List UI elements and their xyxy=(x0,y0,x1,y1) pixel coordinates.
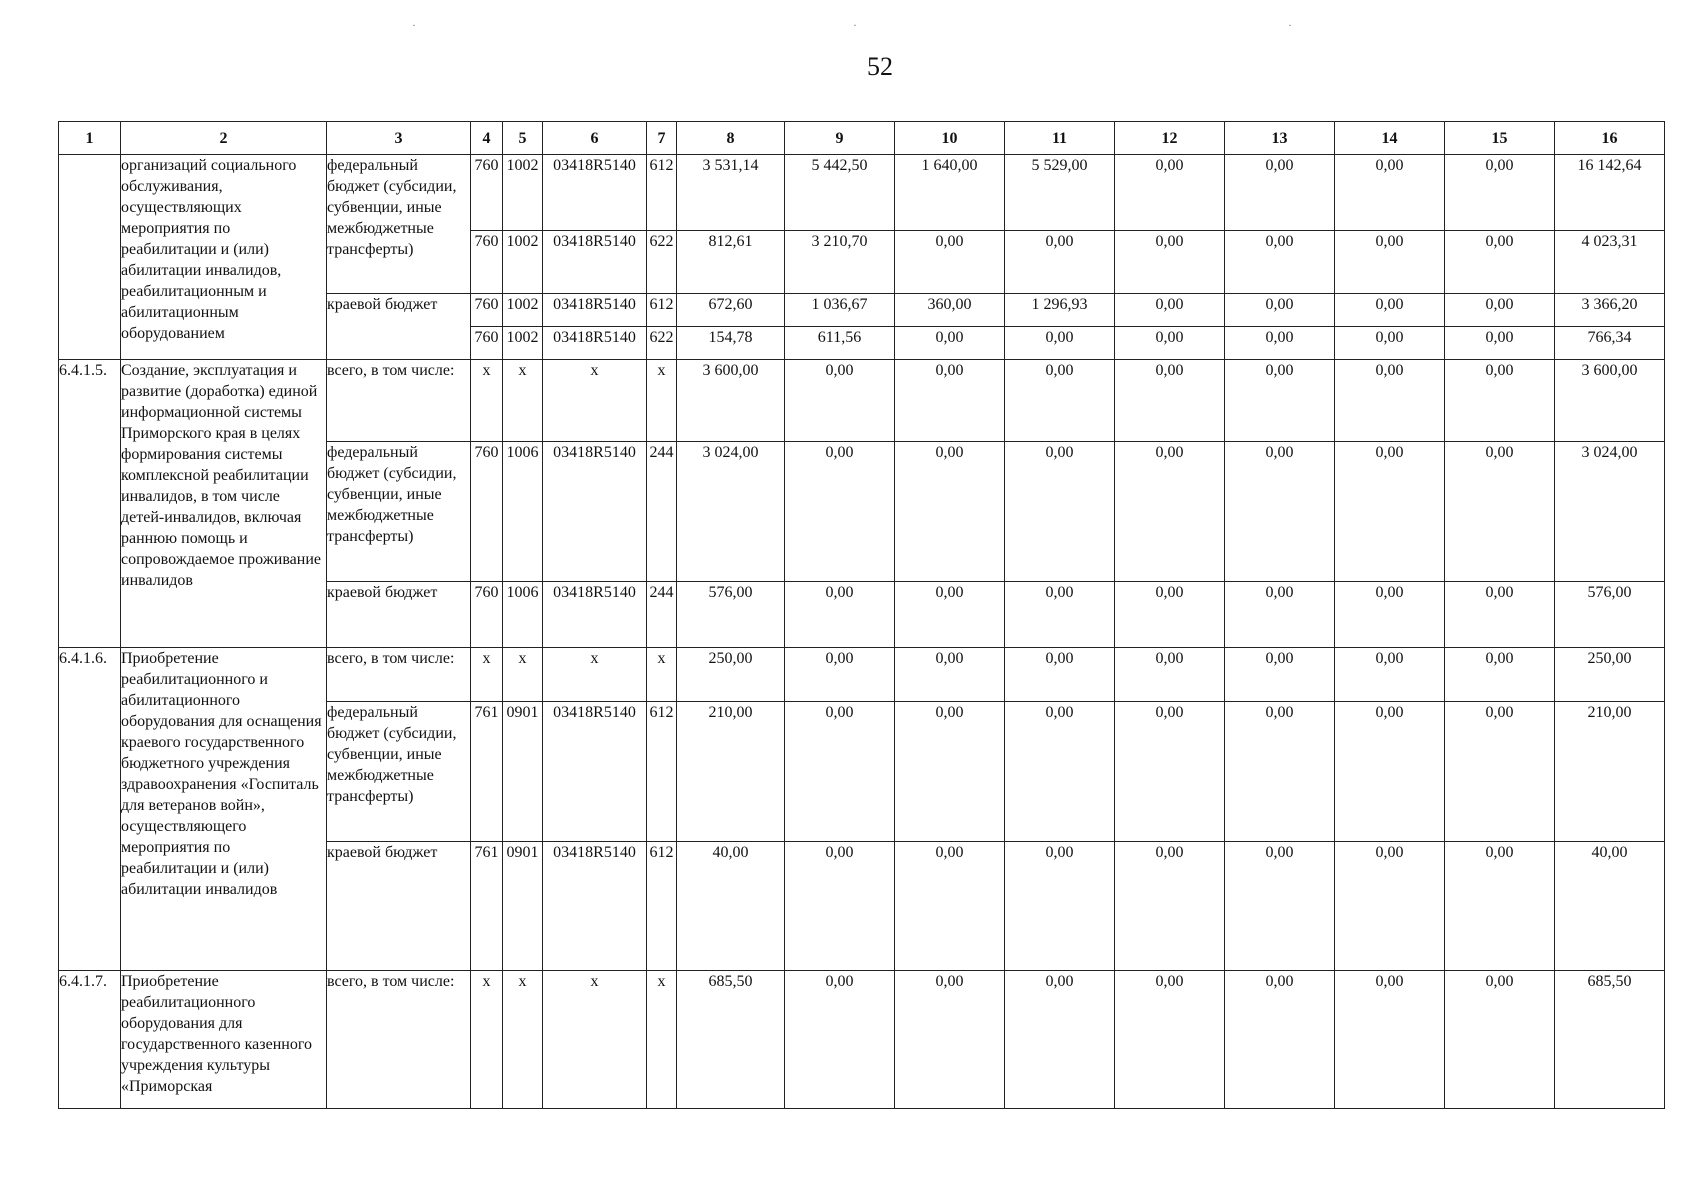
total-cell: 40,00 xyxy=(1555,842,1665,971)
total-cell: 766,34 xyxy=(1555,327,1665,360)
amount-cell: 0,00 xyxy=(895,582,1005,648)
header-cell: 3 xyxy=(327,122,471,155)
amount-cell: 0,00 xyxy=(1335,842,1445,971)
amount-cell: 0,00 xyxy=(1445,360,1555,442)
funding-source-cell: всего, в том числе: xyxy=(327,971,471,1109)
table-row xyxy=(59,648,1665,702)
table-row xyxy=(59,360,1665,442)
amount-cell: 0,00 xyxy=(1445,442,1555,582)
funding-source-cell: краевой бюджет xyxy=(327,582,471,648)
code-cell: 612 xyxy=(647,155,677,231)
code-cell: 0901 xyxy=(503,702,543,842)
code-cell: 03418R5140 xyxy=(543,327,647,360)
total-cell: 16 142,64 xyxy=(1555,155,1665,231)
amount-cell: 5 442,50 xyxy=(785,155,895,231)
amount-cell: 0,00 xyxy=(1115,442,1225,582)
amount-cell: 576,00 xyxy=(677,582,785,648)
amount-cell: 0,00 xyxy=(1335,442,1445,582)
amount-cell: 0,00 xyxy=(1005,442,1115,582)
amount-cell: 0,00 xyxy=(1005,327,1115,360)
amount-cell: 0,00 xyxy=(1335,155,1445,231)
header-cell: 6 xyxy=(543,122,647,155)
amount-cell: 812,61 xyxy=(677,231,785,294)
code-cell: х xyxy=(471,648,503,702)
amount-cell: 0,00 xyxy=(1115,294,1225,327)
funding-source-cell: краевой бюджет xyxy=(327,842,471,971)
amount-cell: 0,00 xyxy=(1225,360,1335,442)
amount-cell: 0,00 xyxy=(1115,702,1225,842)
amount-cell: 1 640,00 xyxy=(895,155,1005,231)
amount-cell: 360,00 xyxy=(895,294,1005,327)
code-cell: 622 xyxy=(647,231,677,294)
amount-cell: 0,00 xyxy=(1115,155,1225,231)
amount-cell: 0,00 xyxy=(1445,842,1555,971)
amount-cell: 0,00 xyxy=(1005,842,1115,971)
amount-cell: 0,00 xyxy=(1445,327,1555,360)
code-cell: 760 xyxy=(471,327,503,360)
amount-cell: 0,00 xyxy=(895,231,1005,294)
code-cell: 622 xyxy=(647,327,677,360)
scan-dot: · xyxy=(1288,18,1292,32)
amount-cell: 3 024,00 xyxy=(677,442,785,582)
amount-cell: 0,00 xyxy=(895,702,1005,842)
total-cell: 4 023,31 xyxy=(1555,231,1665,294)
code-cell: х xyxy=(647,971,677,1109)
description-cell: Создание, эксплуатация и развитие (доработка) единой информационной системы Приморского края в целях формирования системы комплексной реабилитации инвалидов, в том числе детей-инвалидов, включая раннюю помощь и сопровождаемое проживание инвалидов xyxy=(121,360,327,648)
code-cell: 03418R5140 xyxy=(543,702,647,842)
code-cell: 760 xyxy=(471,442,503,582)
amount-cell: 0,00 xyxy=(895,842,1005,971)
code-cell: 244 xyxy=(647,442,677,582)
header-cell: 4 xyxy=(471,122,503,155)
code-cell: х xyxy=(647,360,677,442)
amount-cell: 0,00 xyxy=(1335,971,1445,1109)
amount-cell: 685,50 xyxy=(677,971,785,1109)
header-cell: 15 xyxy=(1445,122,1555,155)
amount-cell: 40,00 xyxy=(677,842,785,971)
amount-cell: 0,00 xyxy=(785,702,895,842)
header-row xyxy=(59,122,1665,155)
amount-cell: 672,60 xyxy=(677,294,785,327)
description-cell: организаций социального обслуживания, осуществляющих мероприятия по реабилитации и (или) абилитации инвалидов, реабилитационным и абилитационным оборудованием xyxy=(121,155,327,360)
amount-cell: 0,00 xyxy=(895,971,1005,1109)
funding-source-cell: федеральный бюджет (субсидии, субвенции, иные межбюджетные трансферты) xyxy=(327,702,471,842)
amount-cell: 3 600,00 xyxy=(677,360,785,442)
code-cell: 03418R5140 xyxy=(543,842,647,971)
index-cell: 6.4.1.6. xyxy=(59,648,121,971)
amount-cell: 3 210,70 xyxy=(785,231,895,294)
amount-cell: 0,00 xyxy=(895,360,1005,442)
code-cell: 1002 xyxy=(503,294,543,327)
amount-cell: 3 531,14 xyxy=(677,155,785,231)
amount-cell: 0,00 xyxy=(1005,702,1115,842)
code-cell: х xyxy=(503,648,543,702)
amount-cell: 0,00 xyxy=(1005,971,1115,1109)
header-cell: 8 xyxy=(677,122,785,155)
amount-cell: 0,00 xyxy=(1115,231,1225,294)
amount-cell: 0,00 xyxy=(1445,294,1555,327)
amount-cell: 0,00 xyxy=(895,648,1005,702)
code-cell: 03418R5140 xyxy=(543,231,647,294)
amount-cell: 0,00 xyxy=(1225,327,1335,360)
header-cell: 7 xyxy=(647,122,677,155)
amount-cell: 0,00 xyxy=(1115,648,1225,702)
header-cell: 11 xyxy=(1005,122,1115,155)
total-cell: 3 024,00 xyxy=(1555,442,1665,582)
amount-cell: 0,00 xyxy=(895,442,1005,582)
table-row xyxy=(59,155,1665,231)
funding-source-cell: федеральный бюджет (субсидии, субвенции, иные межбюджетные трансферты) xyxy=(327,442,471,582)
amount-cell: 0,00 xyxy=(1225,582,1335,648)
code-cell: 760 xyxy=(471,155,503,231)
header-cell: 1 xyxy=(59,122,121,155)
description-cell: Приобретение реабилитационного и абилитационного оборудования для оснащения краевого государственного бюджетного учреждения здравоохранения «Госпиталь для ветеранов войн», осуществляющего мероприятия по реабилитации и (или) абилитации инвалидов xyxy=(121,648,327,971)
amount-cell: 0,00 xyxy=(1445,155,1555,231)
total-cell: 3 600,00 xyxy=(1555,360,1665,442)
amount-cell: 0,00 xyxy=(1225,294,1335,327)
code-cell: 03418R5140 xyxy=(543,155,647,231)
amount-cell: 0,00 xyxy=(1335,648,1445,702)
total-cell: 210,00 xyxy=(1555,702,1665,842)
amount-cell: 0,00 xyxy=(1115,582,1225,648)
budget-table xyxy=(58,121,1665,1109)
amount-cell: 0,00 xyxy=(1445,582,1555,648)
amount-cell: 0,00 xyxy=(1225,842,1335,971)
amount-cell: 611,56 xyxy=(785,327,895,360)
header-cell: 12 xyxy=(1115,122,1225,155)
code-cell: 1002 xyxy=(503,231,543,294)
index-cell xyxy=(59,155,121,360)
amount-cell: 0,00 xyxy=(785,442,895,582)
header-cell: 5 xyxy=(503,122,543,155)
code-cell: 1006 xyxy=(503,442,543,582)
code-cell: х xyxy=(471,971,503,1109)
amount-cell: 0,00 xyxy=(785,648,895,702)
code-cell: 612 xyxy=(647,702,677,842)
code-cell: х xyxy=(471,360,503,442)
code-cell: 760 xyxy=(471,231,503,294)
code-cell: х xyxy=(503,971,543,1109)
total-cell: 685,50 xyxy=(1555,971,1665,1109)
code-cell: 03418R5140 xyxy=(543,294,647,327)
amount-cell: 0,00 xyxy=(1115,971,1225,1109)
code-cell: 612 xyxy=(647,294,677,327)
code-cell: х xyxy=(503,360,543,442)
code-cell: 760 xyxy=(471,582,503,648)
amount-cell: 0,00 xyxy=(1005,648,1115,702)
amount-cell: 0,00 xyxy=(1115,842,1225,971)
amount-cell: 0,00 xyxy=(785,971,895,1109)
code-cell: х xyxy=(543,971,647,1109)
header-cell: 13 xyxy=(1225,122,1335,155)
code-cell: 244 xyxy=(647,582,677,648)
table-row xyxy=(59,971,1665,1109)
amount-cell: 0,00 xyxy=(785,842,895,971)
code-cell: х xyxy=(543,648,647,702)
amount-cell: 0,00 xyxy=(1335,702,1445,842)
amount-cell: 0,00 xyxy=(1005,231,1115,294)
amount-cell: 0,00 xyxy=(1225,231,1335,294)
amount-cell: 0,00 xyxy=(785,582,895,648)
code-cell: 612 xyxy=(647,842,677,971)
amount-cell: 0,00 xyxy=(1115,360,1225,442)
amount-cell: 0,00 xyxy=(1225,648,1335,702)
header-cell: 9 xyxy=(785,122,895,155)
amount-cell: 0,00 xyxy=(1335,231,1445,294)
header-cell: 2 xyxy=(121,122,327,155)
header-cell: 10 xyxy=(895,122,1005,155)
total-cell: 576,00 xyxy=(1555,582,1665,648)
code-cell: 03418R5140 xyxy=(543,442,647,582)
code-cell: 1002 xyxy=(503,327,543,360)
code-cell: х xyxy=(647,648,677,702)
amount-cell: 0,00 xyxy=(1335,582,1445,648)
amount-cell: 0,00 xyxy=(1445,648,1555,702)
amount-cell: 154,78 xyxy=(677,327,785,360)
code-cell: 1002 xyxy=(503,155,543,231)
amount-cell: 0,00 xyxy=(1005,360,1115,442)
code-cell: 03418R5140 xyxy=(543,582,647,648)
code-cell: 0901 xyxy=(503,842,543,971)
header-cell: 16 xyxy=(1555,122,1665,155)
funding-source-cell: федеральный бюджет (субсидии, субвенции, иные межбюджетные трансферты) xyxy=(327,155,471,294)
amount-cell: 0,00 xyxy=(785,360,895,442)
code-cell: 761 xyxy=(471,702,503,842)
funding-source-cell: всего, в том числе: xyxy=(327,360,471,442)
code-cell: х xyxy=(543,360,647,442)
code-cell: 1006 xyxy=(503,582,543,648)
amount-cell: 0,00 xyxy=(1445,702,1555,842)
total-cell: 250,00 xyxy=(1555,648,1665,702)
funding-source-cell: всего, в том числе: xyxy=(327,648,471,702)
code-cell: 760 xyxy=(471,294,503,327)
amount-cell: 0,00 xyxy=(1335,360,1445,442)
description-cell: Приобретение реабилитационного оборудования для государственного казенного учреждения культуры «Приморская xyxy=(121,971,327,1109)
amount-cell: 0,00 xyxy=(1445,231,1555,294)
index-cell: 6.4.1.7. xyxy=(59,971,121,1109)
amount-cell: 0,00 xyxy=(1115,327,1225,360)
scan-dot: · xyxy=(412,18,416,32)
code-cell: 761 xyxy=(471,842,503,971)
amount-cell: 0,00 xyxy=(1225,155,1335,231)
scan-dot: · xyxy=(853,18,857,32)
amount-cell: 0,00 xyxy=(1225,442,1335,582)
amount-cell: 0,00 xyxy=(1225,971,1335,1109)
amount-cell: 1 296,93 xyxy=(1005,294,1115,327)
amount-cell: 250,00 xyxy=(677,648,785,702)
amount-cell: 0,00 xyxy=(895,327,1005,360)
amount-cell: 0,00 xyxy=(1335,327,1445,360)
amount-cell: 0,00 xyxy=(1445,971,1555,1109)
amount-cell: 1 036,67 xyxy=(785,294,895,327)
amount-cell: 5 529,00 xyxy=(1005,155,1115,231)
page-number: 52 xyxy=(867,52,893,81)
total-cell: 3 366,20 xyxy=(1555,294,1665,327)
amount-cell: 0,00 xyxy=(1335,294,1445,327)
header-cell: 14 xyxy=(1335,122,1445,155)
amount-cell: 0,00 xyxy=(1225,702,1335,842)
index-cell: 6.4.1.5. xyxy=(59,360,121,648)
funding-source-cell: краевой бюджет xyxy=(327,294,471,360)
amount-cell: 210,00 xyxy=(677,702,785,842)
amount-cell: 0,00 xyxy=(1005,582,1115,648)
